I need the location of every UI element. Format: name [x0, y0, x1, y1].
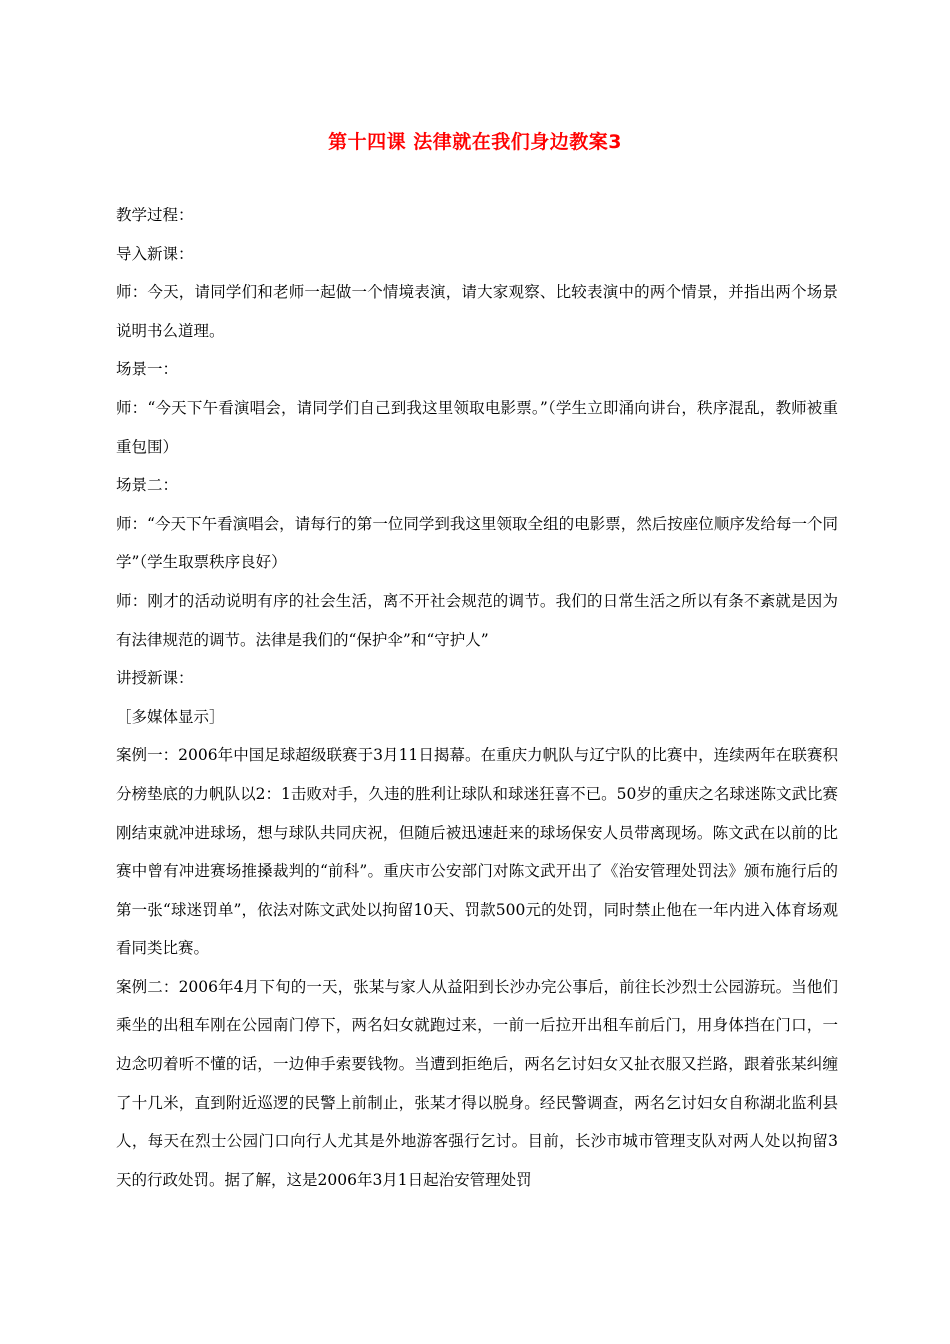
paragraph-intro-heading: 导入新课：	[116, 244, 194, 263]
paragraph-case-one: 案例一：2006年中国足球超级联赛于3月11日揭幕。在重庆力帆队与辽宁队的比赛中，连续两年在联赛积分榜垫底的力帆队以2：1击败对手，久违的胜利让球队和球迷狂喜不已。50岁的重庆之名球迷陈文武比赛刚结束就冲进球场，想与球队共同庆祝，但随后被迅速赶来的球场保安人员带离现场。陈文武在以前的比赛中曾有冲进赛场推搡裁判的“前科”。重庆市公安部门对陈文武开出了《治安管理处罚法》颁布施行后的第一张“球迷罚单”，依法对陈文武处以拘留10天、罚款500元的处罚，同时禁止他在一年内进入体育场观看同类比赛。	[116, 746, 838, 958]
document-title: 第十四课 法律就在我们身边教案3	[328, 131, 622, 153]
paragraph-multimedia-display: ［多媒体显示］	[116, 707, 225, 726]
paragraph-scene-one-heading: 场景一：	[116, 360, 179, 379]
paragraph-teaching-process: 教学过程：	[116, 206, 194, 224]
paragraph-case-two: 案例二：2006年4月下旬的一天，张某与家人从益阳到长沙办完公事后，前往长沙烈士公园游玩。当他们乘坐的出租车刚在公园南门停下，两名妇女就跑过来，一前一后拉开出租车前后门，用身体挡在门口，一边念叨着听不懂的话，一边伸手索要钱物。当遭到拒绝后，两名乞讨妇女又扯衣服又拦路，跟着张某纠缠了十几米，直到附近巡逻的民警上前制止，张某才得以脱身。经民警调查，两名乞讨妇女自称湖北监利县人，每天在烈士公园门口向行人尤其是外地游客强行乞讨。目前，长沙市城市管理支队对两人处以拘留3天的行政处罚。据了解，这是2006年3月1日起治安管理处罚	[116, 977, 838, 1189]
document-body	[116, 196, 838, 1199]
paragraph-new-lesson-heading: 讲授新课：	[116, 669, 194, 688]
paragraph-scene-two-heading: 场景二：	[116, 476, 179, 495]
paragraph-teacher-intro: 师：今天，请同学们和老师一起做一个情境表演，请大家观察、比较表演中的两个情景，并指出两个场景说明书么道理。	[116, 283, 838, 340]
paragraph-scene-two: 师：“今天下午看演唱会，请每行的第一位同学到我这里领取全组的电影票，然后按座位顺序发给每一个同学”（学生取票秩序良好）	[116, 514, 838, 572]
paragraph-scene-one: 师：“今天下午看演唱会，请同学们自己到我这里领取电影票。”（学生立即涌向讲台，秩序混乱，教师被重重包围）	[116, 398, 838, 456]
paragraph-teacher-summary: 师：刚才的活动说明有序的社会生活，离不开社会规范的调节。我们的日常生活之所以有条不紊就是因为有法律规范的调节。法律是我们的“保护伞”和“守护人”	[116, 591, 838, 649]
